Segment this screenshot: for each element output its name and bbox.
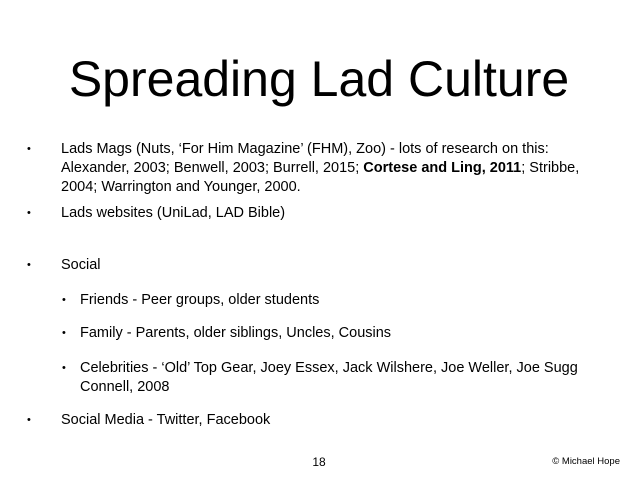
bullet-marker: • — [27, 414, 31, 426]
bullet-lads-websites — [27, 204, 601, 223]
bullet-text: Family - Parents, older siblings, Uncles, Cousins — [80, 325, 392, 341]
bullet-marker: • — [62, 327, 66, 339]
sub-bullet-family — [62, 324, 600, 343]
bullet-text: Celebrities - ‘Old’ Top Gear, Joey Essex, Jack Wilshere, Joe Weller, Joe Sugg Connell, 2008 — [80, 360, 578, 395]
bullet-lads-mags — [27, 140, 601, 197]
bullet-marker: • — [27, 207, 31, 219]
bullet-text: Social — [61, 257, 101, 273]
bullet-marker: • — [62, 362, 66, 374]
bullet-social — [27, 256, 601, 275]
copyright-notice: © Michael Hope — [552, 456, 620, 467]
bullet-text: Social Media - Twitter, Facebook — [61, 412, 271, 428]
bullet-social-media — [27, 411, 601, 430]
bullet-text: Lads Mags (Nuts, ‘For Him Magazine’ (FHM), Zoo) - lots of research on this: Alexander, 2003; Benwell, 2003; Burrell, 2015; — [61, 141, 549, 176]
slide-title: Spreading Lad Culture — [68, 51, 570, 107]
sub-bullet-friends — [62, 291, 600, 310]
bullet-text-continued: ; Stribbe, 2004; Warrington and Younger, 2000. — [61, 160, 580, 195]
bullet-marker: • — [62, 294, 66, 306]
page-number: 18 — [312, 455, 326, 469]
bullet-marker: • — [27, 143, 31, 155]
bullet-text: Friends - Peer groups, older students — [80, 292, 320, 308]
sub-bullet-celebrities — [62, 359, 600, 397]
bullet-text: Lads websites (UniLad, LAD Bible) — [61, 205, 286, 221]
bullet-bold-citation: Cortese and Ling, 2011 — [363, 160, 522, 176]
bullet-marker: • — [27, 259, 31, 271]
